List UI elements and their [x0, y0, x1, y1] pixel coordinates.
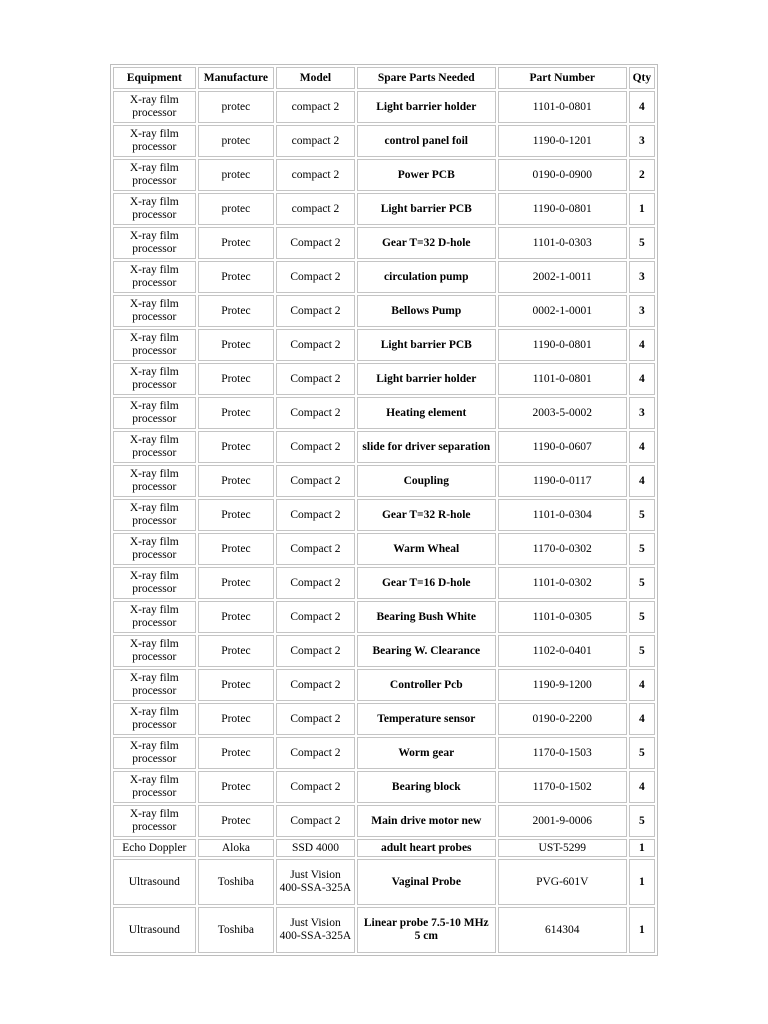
cell-part-number: 1101-0-0801	[498, 363, 627, 395]
cell-qty: 4	[629, 465, 655, 497]
header-equipment: Equipment	[113, 67, 196, 89]
header-manufacture: Manufacture	[198, 67, 275, 89]
cell-part-number: UST-5299	[498, 839, 627, 857]
table-row	[113, 859, 655, 905]
table-row	[113, 261, 655, 293]
cell-qty: 1	[629, 907, 655, 953]
cell-spare-part: Light barrier PCB	[357, 329, 496, 361]
cell-equipment: X-ray film processor	[113, 669, 196, 701]
cell-qty: 4	[629, 771, 655, 803]
cell-spare-part: control panel foil	[357, 125, 496, 157]
cell-qty: 3	[629, 397, 655, 429]
table-row	[113, 669, 655, 701]
cell-manufacture: Protec	[198, 329, 275, 361]
cell-part-number: 0190-0-0900	[498, 159, 627, 191]
cell-model: compact 2	[276, 125, 355, 157]
table-row	[113, 907, 655, 953]
cell-part-number: 1101-0-0302	[498, 567, 627, 599]
cell-qty: 3	[629, 125, 655, 157]
cell-equipment: X-ray film processor	[113, 533, 196, 565]
cell-part-number: 1102-0-0401	[498, 635, 627, 667]
cell-model: Compact 2	[276, 771, 355, 803]
cell-model: Compact 2	[276, 635, 355, 667]
cell-spare-part: Heating element	[357, 397, 496, 429]
cell-qty: 3	[629, 295, 655, 327]
cell-qty: 1	[629, 839, 655, 857]
cell-manufacture: Protec	[198, 227, 275, 259]
cell-spare-part: Gear T=32 D-hole	[357, 227, 496, 259]
cell-part-number: 2003-5-0002	[498, 397, 627, 429]
cell-part-number: 2002-1-0011	[498, 261, 627, 293]
cell-equipment: Echo Doppler	[113, 839, 196, 857]
cell-equipment: X-ray film processor	[113, 499, 196, 531]
cell-spare-part: slide for driver separation	[357, 431, 496, 463]
cell-manufacture: Protec	[198, 771, 275, 803]
cell-spare-part: Gear T=32 R-hole	[357, 499, 496, 531]
cell-spare-part: Linear probe 7.5-10 MHz 5 cm	[357, 907, 496, 953]
cell-equipment: X-ray film processor	[113, 397, 196, 429]
cell-part-number: 1101-0-0303	[498, 227, 627, 259]
table-row	[113, 703, 655, 735]
cell-spare-part: Power PCB	[357, 159, 496, 191]
header-model: Model	[276, 67, 355, 89]
cell-part-number: 1170-0-0302	[498, 533, 627, 565]
cell-qty: 5	[629, 601, 655, 633]
cell-model: compact 2	[276, 193, 355, 225]
cell-equipment: X-ray film processor	[113, 329, 196, 361]
spare-parts-sheet	[110, 64, 658, 956]
cell-model: compact 2	[276, 91, 355, 123]
cell-part-number: 0190-0-2200	[498, 703, 627, 735]
cell-equipment: X-ray film processor	[113, 159, 196, 191]
cell-model: SSD 4000	[276, 839, 355, 857]
cell-equipment: X-ray film processor	[113, 193, 196, 225]
cell-spare-part: Light barrier holder	[357, 363, 496, 395]
cell-qty: 4	[629, 329, 655, 361]
cell-manufacture: Aloka	[198, 839, 275, 857]
table-row	[113, 567, 655, 599]
cell-manufacture: Protec	[198, 703, 275, 735]
cell-model: Compact 2	[276, 329, 355, 361]
cell-manufacture: Protec	[198, 737, 275, 769]
table-row	[113, 193, 655, 225]
cell-model: Compact 2	[276, 567, 355, 599]
table-row	[113, 839, 655, 857]
cell-part-number: PVG-601V	[498, 859, 627, 905]
cell-spare-part: Gear T=16 D-hole	[357, 567, 496, 599]
header-row	[113, 67, 655, 89]
cell-part-number: 1190-0-0117	[498, 465, 627, 497]
table-row	[113, 465, 655, 497]
cell-equipment: X-ray film processor	[113, 91, 196, 123]
cell-model: Compact 2	[276, 737, 355, 769]
table-row	[113, 805, 655, 837]
cell-model: Compact 2	[276, 465, 355, 497]
table-row	[113, 601, 655, 633]
cell-qty: 3	[629, 261, 655, 293]
cell-model: Compact 2	[276, 533, 355, 565]
cell-qty: 5	[629, 635, 655, 667]
table-row	[113, 295, 655, 327]
cell-part-number: 1190-0-1201	[498, 125, 627, 157]
cell-model: Compact 2	[276, 703, 355, 735]
cell-model: Just Vision 400-SSA-325A	[276, 859, 355, 905]
cell-part-number: 1101-0-0305	[498, 601, 627, 633]
cell-qty: 4	[629, 669, 655, 701]
cell-equipment: X-ray film processor	[113, 771, 196, 803]
cell-model: Compact 2	[276, 227, 355, 259]
cell-equipment: X-ray film processor	[113, 227, 196, 259]
cell-equipment: X-ray film processor	[113, 261, 196, 293]
cell-model: Compact 2	[276, 805, 355, 837]
cell-manufacture: Protec	[198, 601, 275, 633]
cell-qty: 5	[629, 567, 655, 599]
cell-equipment: X-ray film processor	[113, 431, 196, 463]
cell-part-number: 1170-0-1503	[498, 737, 627, 769]
cell-spare-part: Bearing block	[357, 771, 496, 803]
cell-manufacture: protec	[198, 193, 275, 225]
cell-equipment: Ultrasound	[113, 907, 196, 953]
cell-manufacture: Protec	[198, 533, 275, 565]
cell-manufacture: Protec	[198, 499, 275, 531]
table-row	[113, 635, 655, 667]
cell-equipment: Ultrasound	[113, 859, 196, 905]
cell-qty: 4	[629, 703, 655, 735]
cell-equipment: X-ray film processor	[113, 125, 196, 157]
cell-equipment: X-ray film processor	[113, 805, 196, 837]
cell-spare-part: Bearing Bush White	[357, 601, 496, 633]
cell-qty: 4	[629, 363, 655, 395]
cell-manufacture: Protec	[198, 805, 275, 837]
cell-equipment: X-ray film processor	[113, 703, 196, 735]
cell-spare-part: circulation pump	[357, 261, 496, 293]
cell-part-number: 1190-0-0801	[498, 329, 627, 361]
cell-qty: 5	[629, 533, 655, 565]
cell-spare-part: Controller Pcb	[357, 669, 496, 701]
cell-qty: 5	[629, 805, 655, 837]
cell-spare-part: Main drive motor new	[357, 805, 496, 837]
table-row	[113, 329, 655, 361]
cell-qty: 5	[629, 737, 655, 769]
table-row	[113, 431, 655, 463]
cell-qty: 1	[629, 859, 655, 905]
cell-manufacture: Protec	[198, 635, 275, 667]
cell-spare-part: Bellows Pump	[357, 295, 496, 327]
cell-manufacture: protec	[198, 91, 275, 123]
cell-model: Compact 2	[276, 261, 355, 293]
cell-model: Compact 2	[276, 363, 355, 395]
cell-equipment: X-ray film processor	[113, 737, 196, 769]
cell-equipment: X-ray film processor	[113, 567, 196, 599]
table-row	[113, 91, 655, 123]
cell-model: Just Vision 400-SSA-325A	[276, 907, 355, 953]
header-spare-parts: Spare Parts Needed	[357, 67, 496, 89]
cell-spare-part: Vaginal Probe	[357, 859, 496, 905]
cell-equipment: X-ray film processor	[113, 601, 196, 633]
table-row	[113, 363, 655, 395]
cell-manufacture: Protec	[198, 431, 275, 463]
cell-qty: 4	[629, 431, 655, 463]
cell-model: Compact 2	[276, 295, 355, 327]
cell-qty: 4	[629, 91, 655, 123]
cell-manufacture: Protec	[198, 465, 275, 497]
cell-equipment: X-ray film processor	[113, 635, 196, 667]
table-row	[113, 771, 655, 803]
cell-manufacture: Toshiba	[198, 859, 275, 905]
header-qty: Qty	[629, 67, 655, 89]
table-row	[113, 397, 655, 429]
cell-spare-part: Temperature sensor	[357, 703, 496, 735]
cell-part-number: 1190-0-0607	[498, 431, 627, 463]
cell-manufacture: protec	[198, 125, 275, 157]
cell-part-number: 1190-9-1200	[498, 669, 627, 701]
cell-manufacture: Toshiba	[198, 907, 275, 953]
spare-parts-table	[110, 64, 658, 956]
cell-manufacture: Protec	[198, 397, 275, 429]
cell-equipment: X-ray film processor	[113, 363, 196, 395]
cell-spare-part: Light barrier holder	[357, 91, 496, 123]
cell-part-number: 2001-9-0006	[498, 805, 627, 837]
cell-model: Compact 2	[276, 431, 355, 463]
cell-part-number: 1101-0-0801	[498, 91, 627, 123]
cell-spare-part: Warm Wheal	[357, 533, 496, 565]
cell-model: Compact 2	[276, 669, 355, 701]
cell-model: Compact 2	[276, 499, 355, 531]
cell-spare-part: Bearing W. Clearance	[357, 635, 496, 667]
cell-spare-part: Worm gear	[357, 737, 496, 769]
table-row	[113, 499, 655, 531]
table-row	[113, 227, 655, 259]
cell-model: compact 2	[276, 159, 355, 191]
table-row	[113, 737, 655, 769]
cell-manufacture: Protec	[198, 669, 275, 701]
header-part-number: Part Number	[498, 67, 627, 89]
cell-manufacture: Protec	[198, 567, 275, 599]
cell-model: Compact 2	[276, 601, 355, 633]
table-row	[113, 125, 655, 157]
cell-part-number: 614304	[498, 907, 627, 953]
cell-manufacture: Protec	[198, 261, 275, 293]
cell-spare-part: Coupling	[357, 465, 496, 497]
table-row	[113, 533, 655, 565]
cell-qty: 5	[629, 227, 655, 259]
cell-qty: 5	[629, 499, 655, 531]
cell-spare-part: Light barrier PCB	[357, 193, 496, 225]
cell-part-number: 0002-1-0001	[498, 295, 627, 327]
cell-equipment: X-ray film processor	[113, 295, 196, 327]
cell-manufacture: protec	[198, 159, 275, 191]
cell-part-number: 1101-0-0304	[498, 499, 627, 531]
cell-manufacture: Protec	[198, 295, 275, 327]
cell-part-number: 1190-0-0801	[498, 193, 627, 225]
cell-equipment: X-ray film processor	[113, 465, 196, 497]
cell-spare-part: adult heart probes	[357, 839, 496, 857]
cell-manufacture: Protec	[198, 363, 275, 395]
cell-part-number: 1170-0-1502	[498, 771, 627, 803]
cell-qty: 1	[629, 193, 655, 225]
table-row	[113, 159, 655, 191]
cell-qty: 2	[629, 159, 655, 191]
cell-model: Compact 2	[276, 397, 355, 429]
